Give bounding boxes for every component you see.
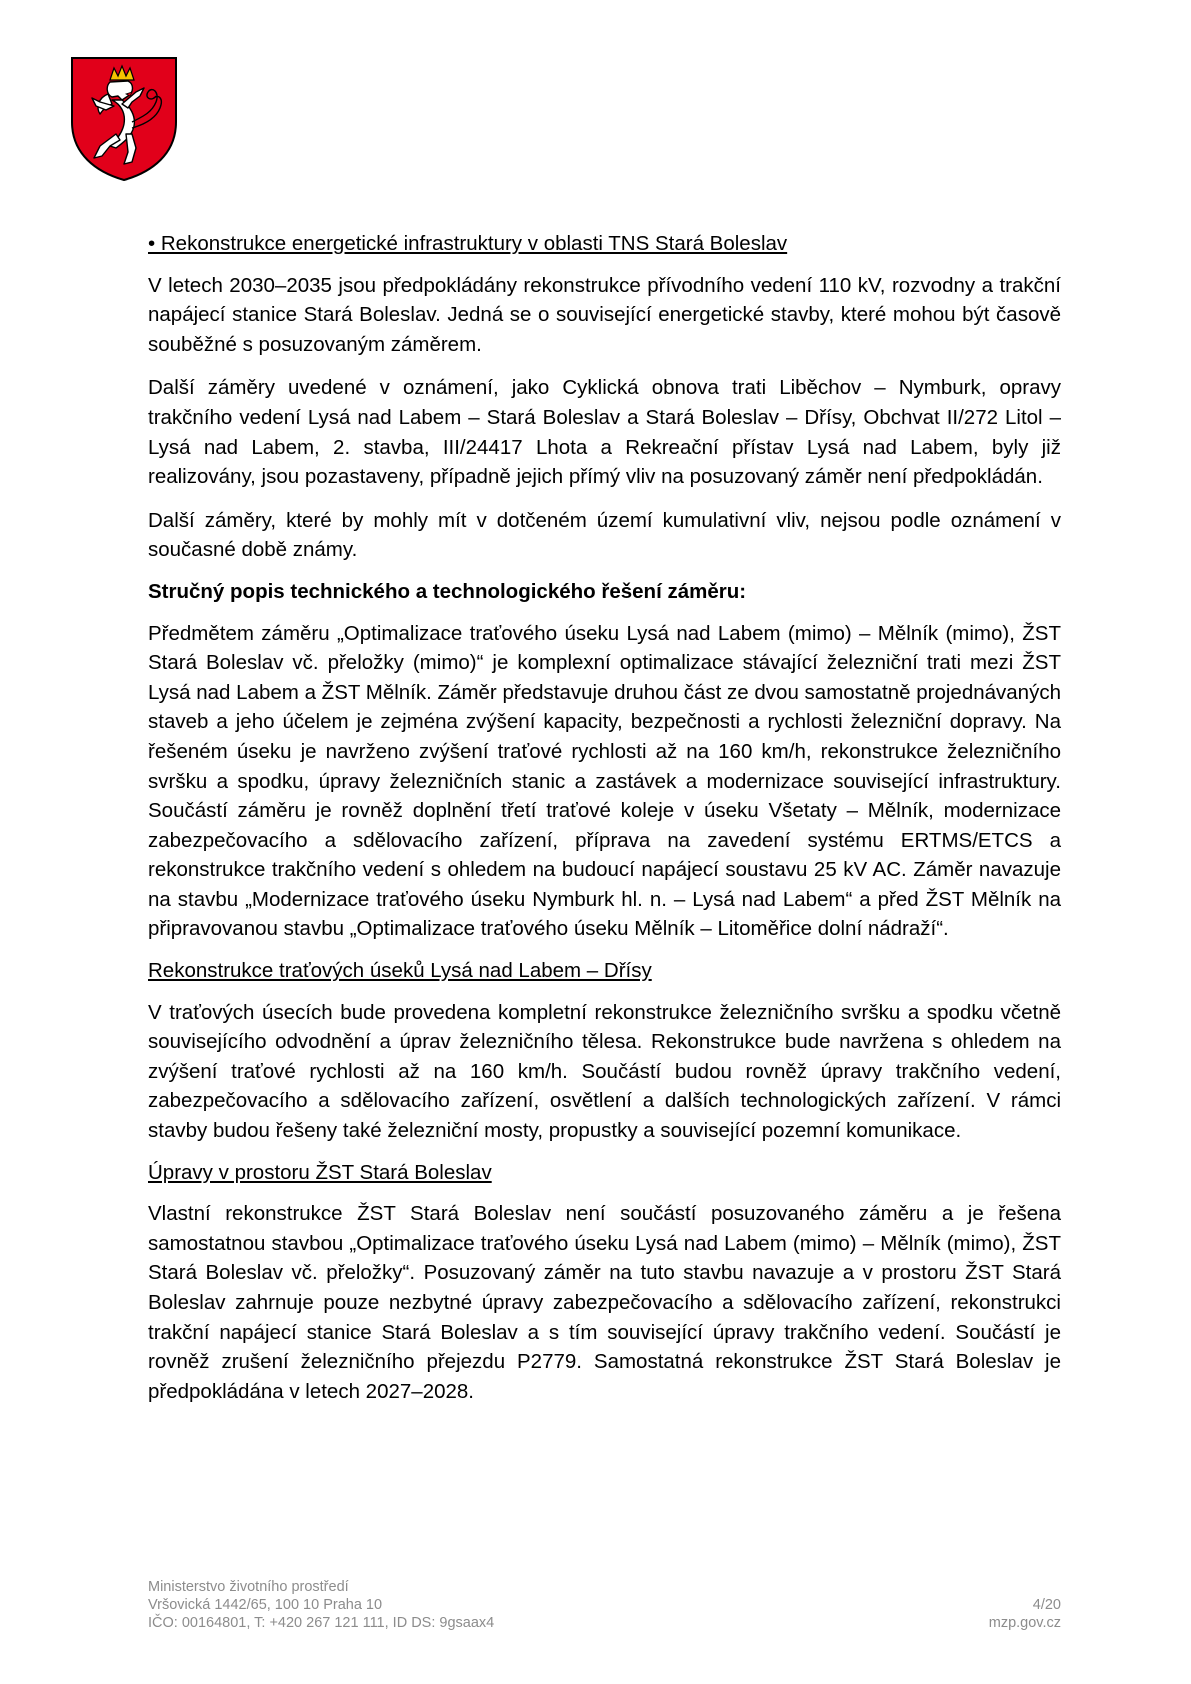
track-reconstruction-paragraph: V traťových úsecích bude provedena kompletní rekonstrukce železničního svršku a spodku včetně souvisejícího odvodnění a úprav železničního tělesa. Rekonstrukce bude navržena s ohledem na zvýšení traťové rychlosti až na 160 km/h. Součástí budou rovněž úpravy trakčního vedení, zabezpečovacího a sdělovacího zařízení, osvětlení a dalších technologických zařízení. V rámci stavby budou řešeny také železniční mosty, propustky a související pozemní komunikace. xyxy=(148,1000,1061,1143)
page-number: 4/20 xyxy=(1032,1597,1061,1613)
station-modifications-paragraph: Vlastní rekonstrukce ŽST Stará Boleslav není součástí posuzovaného záměru a je řešena samostatnou stavbou „Optimalizace traťového úseku Lysá nad Labem (mimo) – Mělník (mimo), ŽST Stará Boleslav vč. přeložky“. Posuzovaný záměr na tuto stavbu navazuje a v prostoru ŽST Stará Boleslav zahrnuje pouze nezbytné úpravy zabezpečovacího a sdělovacího zařízení, rekonstrukci trakční napájecí stanice Stará Boleslav a s tím související úpravy trakčního vedení. Součástí je rovněž zrušení železničního přejezdu P2779. Samostatná rekonstrukce ŽST Stará Boleslav je předpokládána v letech 2027–2028. xyxy=(148,1202,1061,1403)
station-modifications-heading: Úpravy v prostoru ŽST Stará Boleslav xyxy=(148,1160,492,1184)
cumulative-impact-paragraph: Další záměry, které by mohly mít v dotčeném území kumulativní vliv, nejsou podle oznámení v současné době známy. xyxy=(148,508,1061,562)
tns-section-heading: • Rekonstrukce energetické infrastruktury v oblasti TNS Stará Boleslav xyxy=(148,232,788,255)
document-body xyxy=(148,229,1061,1406)
tns-paragraph: V letech 2030–2035 jsou předpokládány rekonstrukce přívodního vedení 110 kV, rozvodny a trakční napájecí stanice Stará Boleslav. Jedná se o související energetické stavby, které mohou být časově souběžné s posuzovaným záměrem. xyxy=(148,273,1061,356)
footer-right-block xyxy=(989,1596,1061,1632)
footer-address: Vršovická 1442/65, 100 10 Praha 10 xyxy=(148,1597,383,1613)
track-reconstruction-heading: Rekonstrukce traťových úseků Lysá nad Labem – Dřísy xyxy=(148,959,652,983)
page-footer xyxy=(148,1578,1061,1632)
technical-description-heading: Stručný popis technického a technologického řešení záměru: xyxy=(148,579,747,603)
footer-contact: IČO: 00164801, T: +420 267 121 111, ID DS: 9gsaax4 xyxy=(148,1615,495,1631)
czech-coat-of-arms-icon xyxy=(70,56,178,182)
crown-icon xyxy=(110,66,134,80)
technical-description-paragraph: Předmětem záměru „Optimalizace traťového úseku Lysá nad Labem (mimo) – Mělník (mimo), ŽST Stará Boleslav vč. přeložky (mimo)“ je komplexní optimalizace stávající železniční trati mezi ŽST Lysá nad Labem a ŽST Mělník. Záměr představuje druhou část ze dvou samostatně projednávaných staveb a jeho účelem je zejména zvýšení kapacity, bezpečnosti a rychlosti železniční dopravy. Na řešeném úseku je navrženo zvýšení traťové rychlosti až na 160 km/h, rekonstrukce železničního svršku a spodku, úpravy železničních stanic a zastávek a modernizace související infrastruktury. Součástí záměru je rovněž doplnění třetí traťové koleje v úseku Všetaty – Mělník, modernizace zabezpečovacího a sdělovacího zařízení, příprava na zavedení systému ERTMS/ETCS a rekonstrukce trakčního vedení s ohledem na budoucí napájecí soustavu 25 kV AC. Záměr navazuje na stavbu „Modernizace traťového úseku Nymburk hl. n. – Lysá nad Labem“ a před ŽST Mělník na připravovanou stavbu „Optimalizace traťového úseku Mělník – Litoměřice dolní nádraží“. xyxy=(148,621,1061,941)
website-link[interactable]: mzp.gov.cz xyxy=(988,1615,1061,1631)
other-projects-paragraph: Další záměry uvedené v oznámení, jako Cyklická obnova trati Liběchov – Nymburk, opravy trakčního vedení Lysá nad Labem – Stará Boleslav a Stará Boleslav – Dřísy, Obchvat II/272 Litol – Lysá nad Labem, 2. stavba, III/24417 Lhota a Rekreační přístav Lysá nad Labem, byly již realizovány, jsou pozastaveny, případně jejich přímý vliv na posuzovaný záměr není předpokládán. xyxy=(148,376,1061,489)
footer-ministry-name: Ministerstvo životního prostředí xyxy=(148,1579,349,1595)
